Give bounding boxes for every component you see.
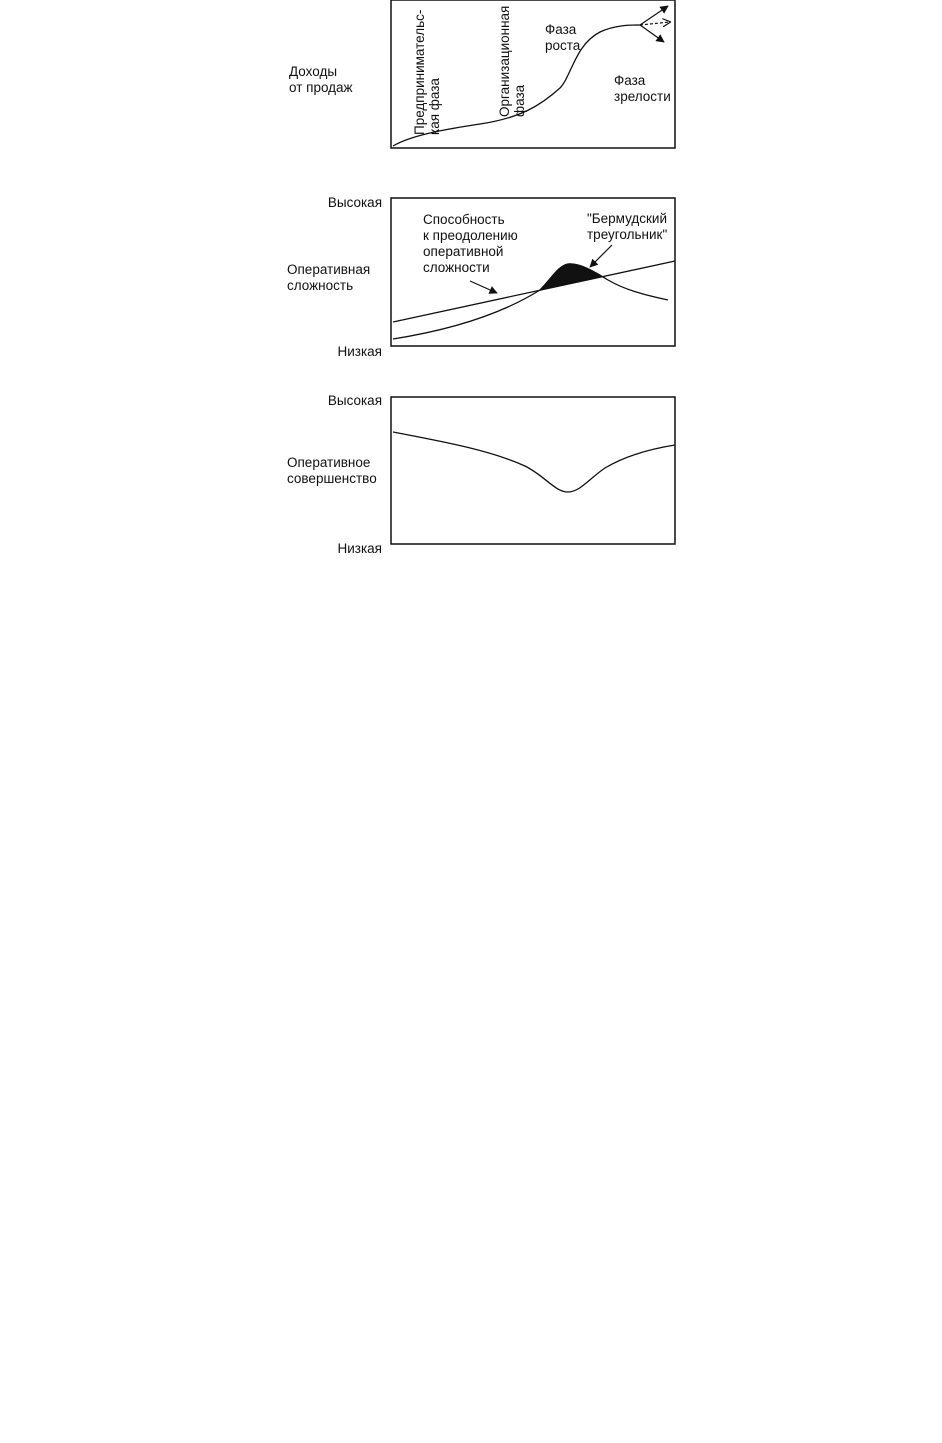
excellence-low-label: Низкая	[337, 541, 382, 556]
future-arrow-down	[640, 25, 664, 42]
complexity-low-label: Низкая	[337, 344, 382, 359]
capacity-label	[423, 212, 518, 276]
growth-phase-label	[545, 22, 580, 54]
bermuda-label-line2: треугольник"	[587, 227, 668, 242]
growth-phase-line2: роста	[545, 38, 581, 53]
revenue-axis-label-line2: от продаж	[289, 80, 353, 95]
organizational-phase-line2: фаза	[512, 84, 527, 117]
capacity-label-line3: оперативной	[423, 244, 504, 259]
excellence-axis-label-line1: Оперативное	[287, 455, 371, 470]
maturity-phase-label	[614, 73, 671, 105]
excellence-axis-label	[287, 455, 377, 487]
organizational-phase-line1: Организационная	[497, 5, 512, 117]
complexity-high-label: Высокая	[327, 195, 382, 210]
bermuda-triangle-area	[540, 264, 601, 290]
excellence-axis-label-line2: совершенство	[287, 471, 377, 486]
excellence-curve	[393, 432, 675, 492]
entrepreneurial-phase-line1: Предпринимательс-	[412, 9, 427, 135]
capacity-label-line1: Способность	[423, 212, 505, 227]
organizational-phase-label	[497, 6, 527, 117]
maturity-phase-line1: Фаза	[614, 73, 646, 88]
revenue-axis-label-line1: Доходы	[289, 64, 338, 79]
maturity-phase-line2: зрелости	[614, 89, 671, 104]
complexity-axis-label	[287, 262, 370, 294]
revenue-axis-label	[289, 64, 353, 96]
bermuda-label-line1: "Бермудский	[587, 211, 668, 226]
growth-phase-line1: Фаза	[545, 22, 577, 37]
bermuda-pointer-arrow	[590, 245, 612, 267]
entrepreneurial-phase-line2: кая фаза	[427, 78, 442, 135]
entrepreneurial-phase-label	[412, 10, 442, 135]
excellence-high-label: Высокая	[327, 393, 382, 408]
excellence-chart	[391, 397, 675, 544]
capacity-pointer-arrow	[470, 281, 497, 293]
future-arrow-up	[640, 6, 668, 25]
bermuda-triangle-label	[587, 211, 667, 243]
capacity-label-line2: к преодолению	[423, 228, 518, 243]
capacity-label-line4: сложности	[423, 260, 490, 275]
complexity-axis-label-line2: сложность	[287, 278, 354, 293]
complexity-axis-label-line1: Оперативная	[287, 262, 371, 277]
